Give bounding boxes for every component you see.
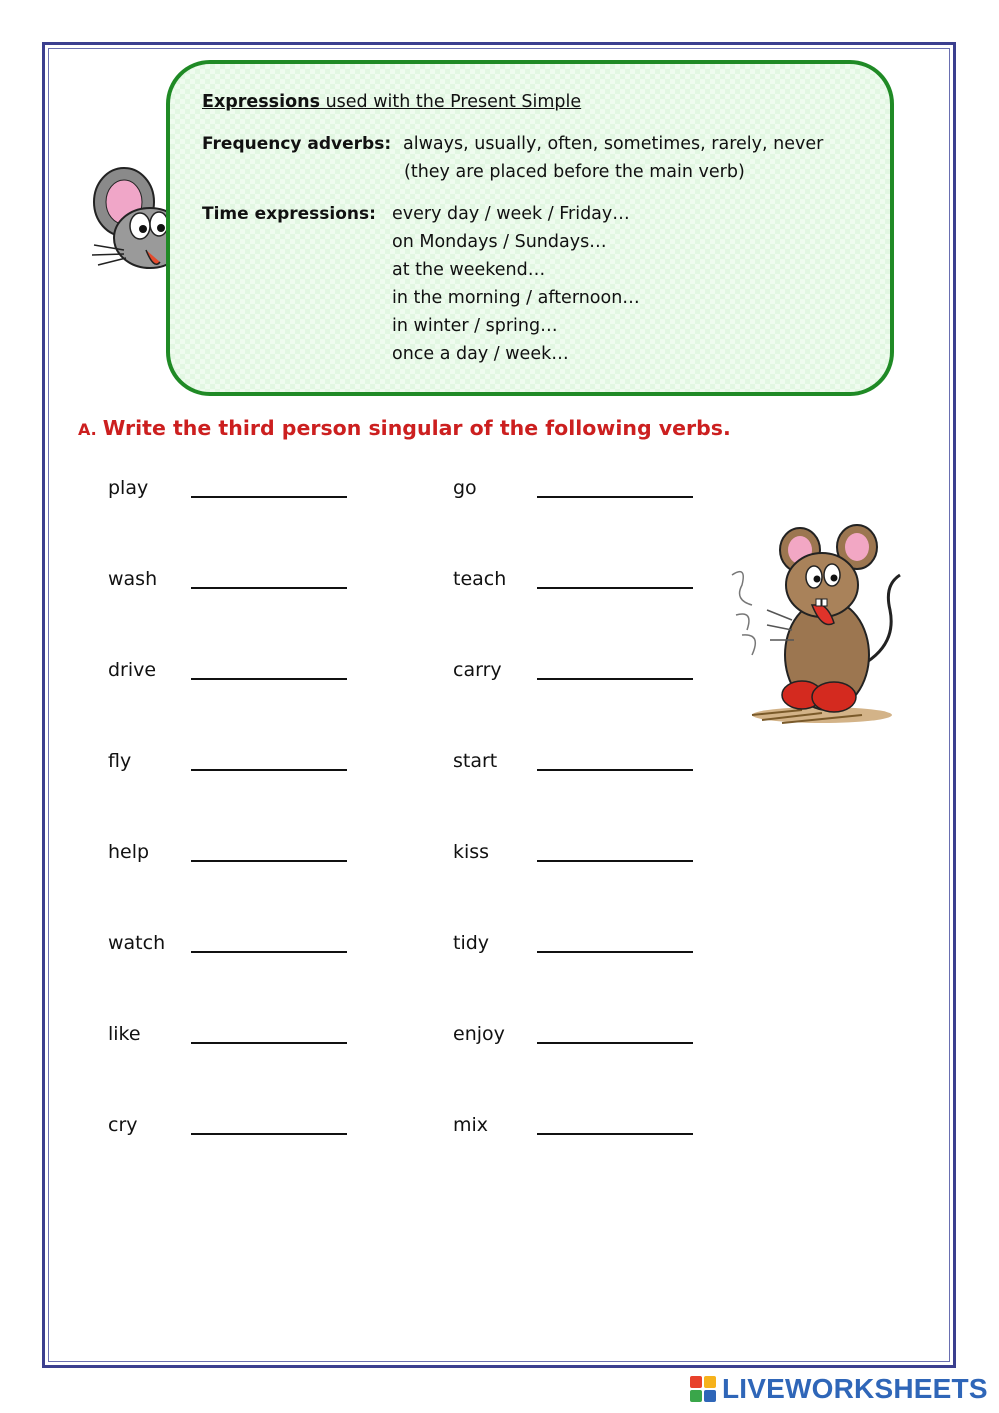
verb-label: watch — [108, 932, 166, 954]
liveworksheets-brand — [690, 1372, 988, 1406]
verb-label: cry — [108, 1114, 138, 1136]
verb-label: mix — [453, 1114, 489, 1136]
task-instruction: Write the third person singular of the following verbs. — [102, 416, 731, 440]
answer-blank[interactable] — [537, 1133, 693, 1135]
frequency-adverbs-list: always, usually, often, sometimes, rarely, never — [403, 134, 824, 154]
verb-label: carry — [453, 659, 502, 681]
task-heading — [78, 416, 731, 440]
verb-label: enjoy — [453, 1023, 505, 1045]
verb-label: drive — [108, 659, 157, 681]
time-expression-line: at the weekend… — [392, 260, 546, 280]
verb-label: fly — [108, 750, 132, 772]
info-box-title — [202, 92, 581, 112]
answer-blank[interactable] — [191, 587, 347, 589]
time-expressions-label: Time expressions: — [202, 204, 376, 224]
time-expression-line: in winter / spring… — [392, 316, 558, 336]
verb-label: start — [453, 750, 498, 772]
verb-label: like — [108, 1023, 141, 1045]
verb-label: go — [453, 477, 477, 499]
answer-blank[interactable] — [537, 678, 693, 680]
verb-label: wash — [108, 568, 158, 590]
frequency-adverbs-note: (they are placed before the main verb) — [404, 162, 745, 182]
answer-blank[interactable] — [537, 496, 693, 498]
answer-blank[interactable] — [537, 860, 693, 862]
time-expression-line: every day / week / Friday… — [392, 204, 630, 224]
task-letter: A. — [78, 420, 97, 439]
verb-label: kiss — [453, 841, 490, 863]
answer-blank[interactable] — [191, 496, 347, 498]
answer-blank[interactable] — [537, 587, 693, 589]
time-expression-line: in the morning / afternoon… — [392, 288, 640, 308]
answer-blank[interactable] — [191, 1133, 347, 1135]
answer-blank[interactable] — [537, 769, 693, 771]
answer-blank[interactable] — [191, 1042, 347, 1044]
verb-label: play — [108, 477, 149, 499]
present-simple-info-box — [166, 60, 894, 396]
answer-blank[interactable] — [191, 951, 347, 953]
mouse-illustration-right — [722, 515, 912, 730]
info-title-bold: Expressions — [202, 92, 320, 112]
answer-blank[interactable] — [191, 678, 347, 680]
info-title-rest: used with the Present Simple — [320, 92, 582, 112]
answer-blank[interactable] — [191, 769, 347, 771]
time-expression-line: on Mondays / Sundays… — [392, 232, 607, 252]
answer-blank[interactable] — [537, 951, 693, 953]
frequency-adverbs-label: Frequency adverbs: — [202, 134, 392, 154]
verb-label: teach — [453, 568, 507, 590]
verb-label: tidy — [453, 932, 490, 954]
answer-blank[interactable] — [537, 1042, 693, 1044]
verb-label: help — [108, 841, 150, 863]
answer-blank[interactable] — [191, 860, 347, 862]
time-expression-line: once a day / week… — [392, 344, 569, 364]
brand-name: LIVEWORKSHEETS — [722, 1373, 988, 1404]
liveworksheets-logo-icon — [690, 1376, 716, 1402]
